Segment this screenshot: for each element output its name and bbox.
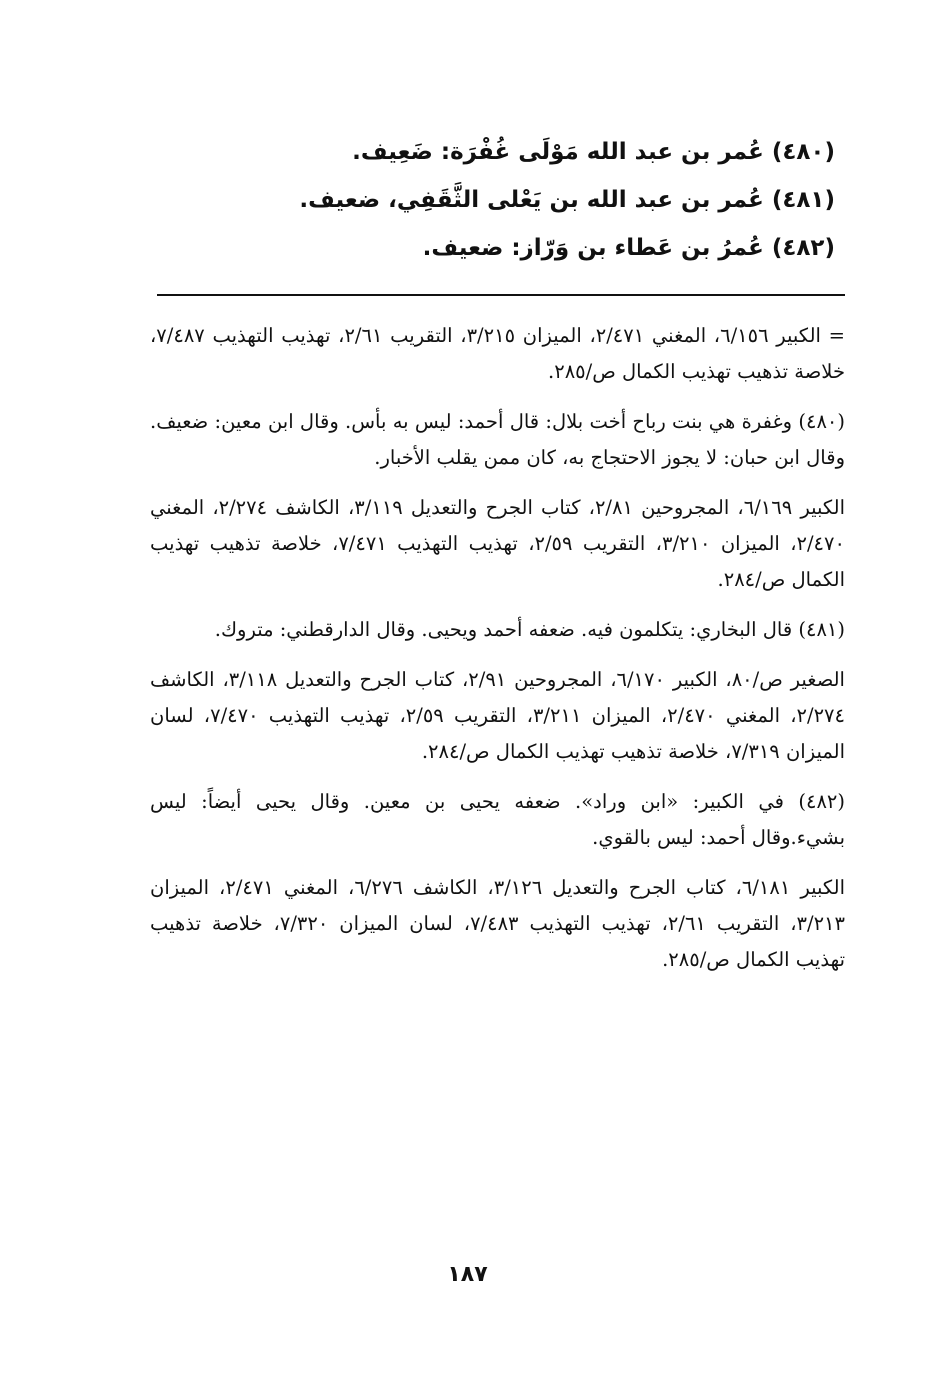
footnotes [150,318,845,978]
entry-481: (٤٨١) عُمر بن عبد الله بن يَعْلى الثَّقَفِي، ضعيف. [299,187,835,213]
narrator-entries [150,128,845,272]
footnote-480: (٤٨٠) وغفرة هي بنت رباح أخت بلال: قال أحمد: ليس به بأس. وقال ابن معين: ضعيف. وقال ابن حبان: لا يجوز الاحتجاج به، كان ممن يقلب الأخبار. [150,410,845,469]
page-body [150,128,845,994]
footnote-481: (٤٨١) قال البخاري: يتكلمون فيه. ضعفه أحمد ويحيى. وقال الدارقطني: متروك. [214,618,845,641]
footnote-482-sources: الكبير ٦/١٨١، كتاب الجرح والتعديل ٣/١٢٦، الكاشف ٦/٢٧٦، المغني ٢/٤٧١، الميزان ٣/٢١٣، التقريب ٢/٦١، تهذيب التهذيب ٧/٤٨٣، لسان الميزان ٧/٣٢٠، خلاصة تذهيب تهذيب الكمال ص/٢٨٥. [150,876,845,971]
footnote-continuation: = الكبير ٦/١٥٦، المغني ٢/٤٧١، الميزان ٣/٢١٥، التقريب ٢/٦١، تهذيب التهذيب ٧/٤٨٧، خلاصة تذهيب تهذيب الكمال ص/٢٨٥. [150,324,845,383]
footnote-480-sources: الكبير ٦/١٦٩، المجروحين ٢/٨١، كتاب الجرح والتعديل ٣/١١٩، الكاشف ٢/٢٧٤، المغني ٢/٤٧٠، الميزان ٣/٢١٠، التقريب ٢/٥٩، تهذيب التهذيب ٧/٤٧١، خلاصة تذهيب تهذيب الكمال ص/٢٨٤. [150,496,845,591]
entry-482: (٤٨٢) عُمرُ بن عَطاء بن وَرّاز: ضعيف. [422,235,835,261]
footnote-482: (٤٨٢) في الكبير: «ابن وراد». ضعفه يحيى بن معين. وقال يحيى أيضاً: ليس بشيء.وقال أحمد: ليس بالقوي. [150,790,845,849]
footnote-481-sources: الصغير ص/٨٠، الكبير ٦/١٧٠، المجروحين ٢/٩١، كتاب الجرح والتعديل ٣/١١٨، الكاشف ٢/٢٧٤، المغني ٢/٤٧٠، الميزان ٣/٢١١، التقريب ٢/٥٩، تهذيب التهذيب ٧/٤٧٠، لسان الميزان ٧/٣١٩، خلاصة تذهيب تهذيب الكمال ص/٢٨٤. [150,668,845,763]
entry-480: (٤٨٠) عُمر بن عبد الله مَوْلَى غُفْرَة: ضَعِيف. [352,139,835,165]
footnote-separator [157,294,845,296]
page-number: ١٨٧ [447,1262,488,1287]
